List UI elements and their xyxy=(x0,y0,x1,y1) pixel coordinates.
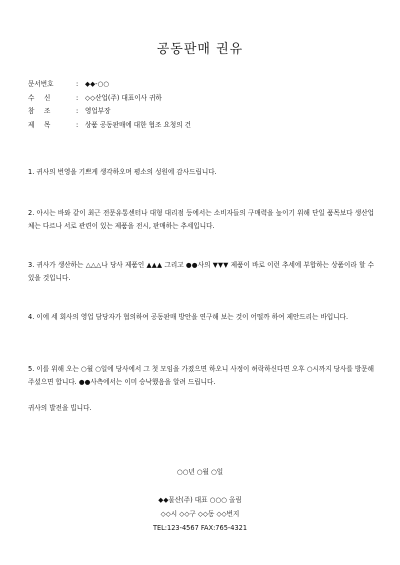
meta-row-doc-number xyxy=(28,78,191,92)
paragraph-3: 3. 귀사가 생산하는 △△△나 당사 제품인 ▲▲▲ 그리고 ●●사의 ▼▼▼ 제품이 바로 이런 추세에 부합하는 상품이라 할 수 있을 것입니다. xyxy=(28,261,374,283)
meta-separator: : xyxy=(76,80,79,88)
paragraph-4: 4. 이에 세 회사의 영업 담당자가 협의하여 공동판매 방안을 연구해 보는 것이 어떨까 하여 제안드리는 바입니다. xyxy=(28,313,349,321)
paragraph-5: 5. 이를 위해 오는 ○월 ○일에 당사에서 그 첫 모임을 가졌으면 하오니 사정이 허락하신다면 오후 ○시까지 당사를 방문해 주셨으면 합니다. ●●사측에서는 이미 승낙했음을 알려 드립니다. xyxy=(28,365,374,387)
meta-row-subject xyxy=(28,119,191,133)
document-meta xyxy=(28,78,191,132)
meta-label: 문서번호 xyxy=(28,80,54,88)
sender-name: ◆◆물산(주) 대표 ○○○ 올림 xyxy=(158,496,242,504)
meta-separator: : xyxy=(76,107,79,116)
document-date: ○○년 ○월 ○일 xyxy=(176,468,224,476)
sender-contact: TEL:123-4567 FAX:765-4321 xyxy=(152,523,248,532)
meta-value: 상품 공동판매에 대한 협조 요청의 건 xyxy=(85,120,192,129)
closing-remark: 귀사의 발전을 빕니다. xyxy=(28,404,92,412)
paragraph-1: 1. 귀사의 번영을 기쁘게 생각하오며 평소의 성원에 감사드립니다. xyxy=(28,168,217,176)
paragraph-2: 2. 아시는 바와 같이 최근 전문유통센터나 대형 대리점 등에서는 소비자들의 구매력을 높이기 위해 단일 품목보다 생산업체는 다르나 서로 관련이 있는 제품을 전시, 판매하는 추세입니다. xyxy=(28,209,374,231)
meta-row-reference xyxy=(28,105,191,119)
meta-label: 참 조 xyxy=(28,107,51,116)
meta-row-recipient xyxy=(28,92,191,106)
document-title: 공동판매 권유 xyxy=(156,42,244,57)
meta-label: 제 목 xyxy=(28,120,51,129)
meta-value: ◇◇산업(주) 대표이사 귀하 xyxy=(85,93,162,102)
meta-label: 수 신 xyxy=(28,93,51,102)
meta-value: 영업부장 xyxy=(85,107,111,116)
meta-separator: : xyxy=(76,120,79,129)
meta-separator: : xyxy=(76,93,79,102)
sender-block xyxy=(0,494,400,535)
sender-address: ◇◇시 ◇◇구 ◇◇동 ◇◇번지 xyxy=(160,509,240,518)
meta-value: ◆◆-○○ xyxy=(85,80,110,88)
